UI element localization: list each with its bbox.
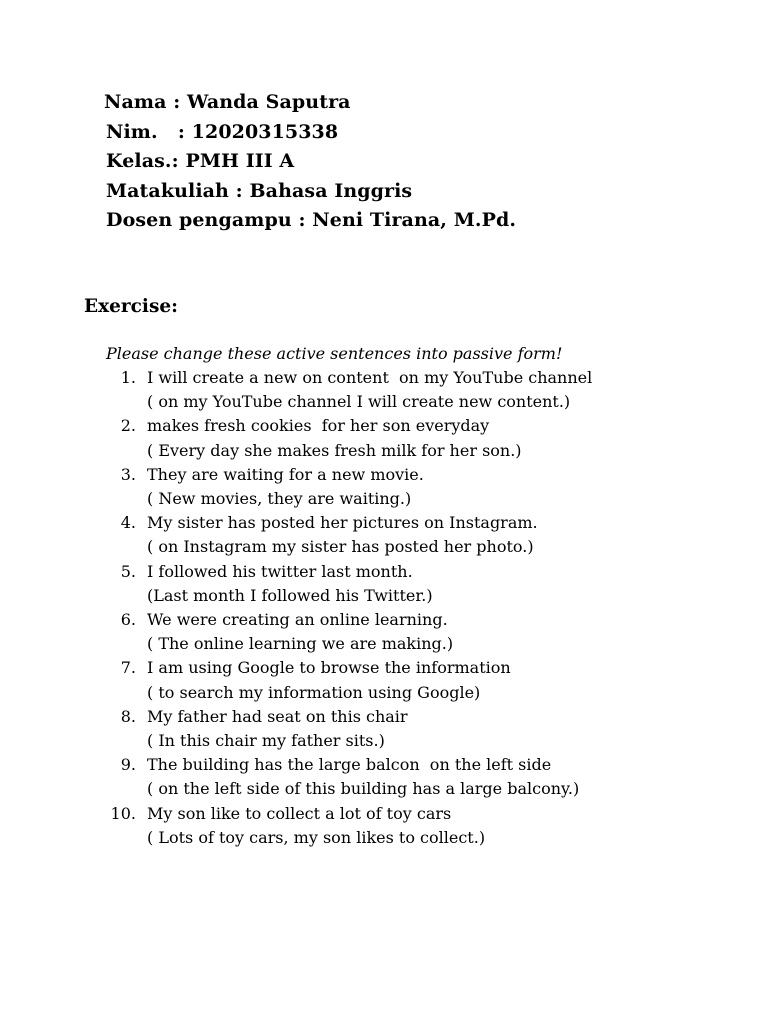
item-number: 10. <box>110 803 136 823</box>
item-answer: ( to search my information using Google) <box>147 682 481 702</box>
item-answer: ( In this chair my father sits.) <box>147 731 385 751</box>
item-number: 4. <box>120 513 136 533</box>
student-info <box>104 88 516 236</box>
item-sentence: We were creating an online learning. <box>147 610 448 630</box>
item-number: 3. <box>120 464 136 484</box>
item-sentence: makes fresh cookies for her son everyday <box>147 416 490 436</box>
item-number: 1. <box>120 368 136 387</box>
exercise-instruction: Please change these active sentences into passive form! <box>106 344 563 363</box>
item-answer: ( on the left side of this building has a large balcony.) <box>147 779 580 799</box>
item-sentence: I am using Google to browse the information <box>147 658 511 678</box>
student-class: Kelas.: PMH III A <box>106 150 295 173</box>
item-sentence: I will create a new on content on my YouTube channel <box>147 368 593 387</box>
item-number: 9. <box>120 755 136 775</box>
item-sentence: They are waiting for a new movie. <box>147 464 424 484</box>
student-nim: Nim. : 12020315338 <box>106 120 339 143</box>
item-answer: ( on Instagram my sister has posted her photo.) <box>147 537 534 557</box>
exercise-item <box>0 366 768 414</box>
course-name: Matakuliah : Bahasa Inggris <box>106 179 413 202</box>
item-answer: (Last month I followed his Twitter.) <box>147 585 433 605</box>
exercise-item <box>0 511 768 559</box>
exercise-item <box>0 463 768 511</box>
item-answer: ( Lots of toy cars, my son likes to collect.) <box>147 827 486 847</box>
item-number: 2. <box>120 416 136 436</box>
lecturer-name: Dosen pengampu : Neni Tirana, M.Pd. <box>106 209 517 232</box>
exercise-item <box>0 560 768 608</box>
exercise-item <box>0 753 768 801</box>
student-name: Nama : Wanda Saputra <box>104 91 351 113</box>
exercise-list <box>0 366 768 850</box>
exercise-item <box>0 656 768 704</box>
exercise-item <box>0 414 768 462</box>
item-answer: ( The online learning we are making.) <box>147 634 454 654</box>
exercise-item <box>0 705 768 753</box>
item-number: 7. <box>120 658 136 678</box>
exercise-title: Exercise: <box>84 296 178 317</box>
item-answer: ( on my YouTube channel I will create new content.) <box>147 392 571 412</box>
item-answer: ( Every day she makes fresh milk for her son.) <box>147 440 522 460</box>
item-number: 6. <box>120 610 136 630</box>
item-sentence: The building has the large balcon on the left side <box>147 755 552 775</box>
item-number: 8. <box>120 706 136 726</box>
item-sentence: My father had seat on this chair <box>147 706 408 726</box>
item-sentence: My sister has posted her pictures on Instagram. <box>147 513 538 533</box>
exercise-item <box>0 802 768 850</box>
item-sentence: I followed his twitter last month. <box>147 561 413 581</box>
item-number: 5. <box>120 561 136 581</box>
item-sentence: My son like to collect a lot of toy cars <box>147 803 452 823</box>
item-answer: ( New movies, they are waiting.) <box>147 489 412 509</box>
exercise-item <box>0 608 768 656</box>
